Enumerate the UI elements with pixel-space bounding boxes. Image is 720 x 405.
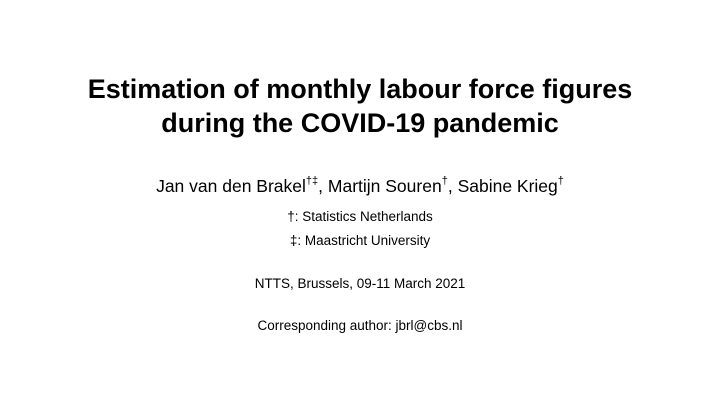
author-separator: ,	[447, 175, 458, 196]
corresponding-author: Corresponding author: jbrl@cbs.nl	[257, 318, 463, 333]
author-name: Sabine Krieg	[457, 175, 558, 196]
affiliation-maastricht-university: ‡: Maastricht University	[289, 233, 431, 248]
conference-info: NTTS, Brussels, 09-11 March 2021	[254, 276, 466, 291]
slide-title	[40, 72, 680, 140]
author-name: Jan van den Brakel	[156, 175, 306, 196]
author-list	[40, 171, 680, 197]
author-affiliation-marks: †	[557, 175, 564, 187]
author-affiliation-marks: †‡	[305, 175, 319, 187]
author-separator: ,	[318, 175, 328, 196]
affiliation-statistics-netherlands: †: Statistics Netherlands	[287, 209, 433, 224]
title-line-1: Estimation of monthly labour force figures	[87, 74, 633, 104]
title-line-2: during the COVID-19 pandemic	[161, 108, 559, 138]
author-name: Martijn Souren	[327, 175, 442, 196]
author-affiliation-marks: †	[441, 175, 448, 187]
